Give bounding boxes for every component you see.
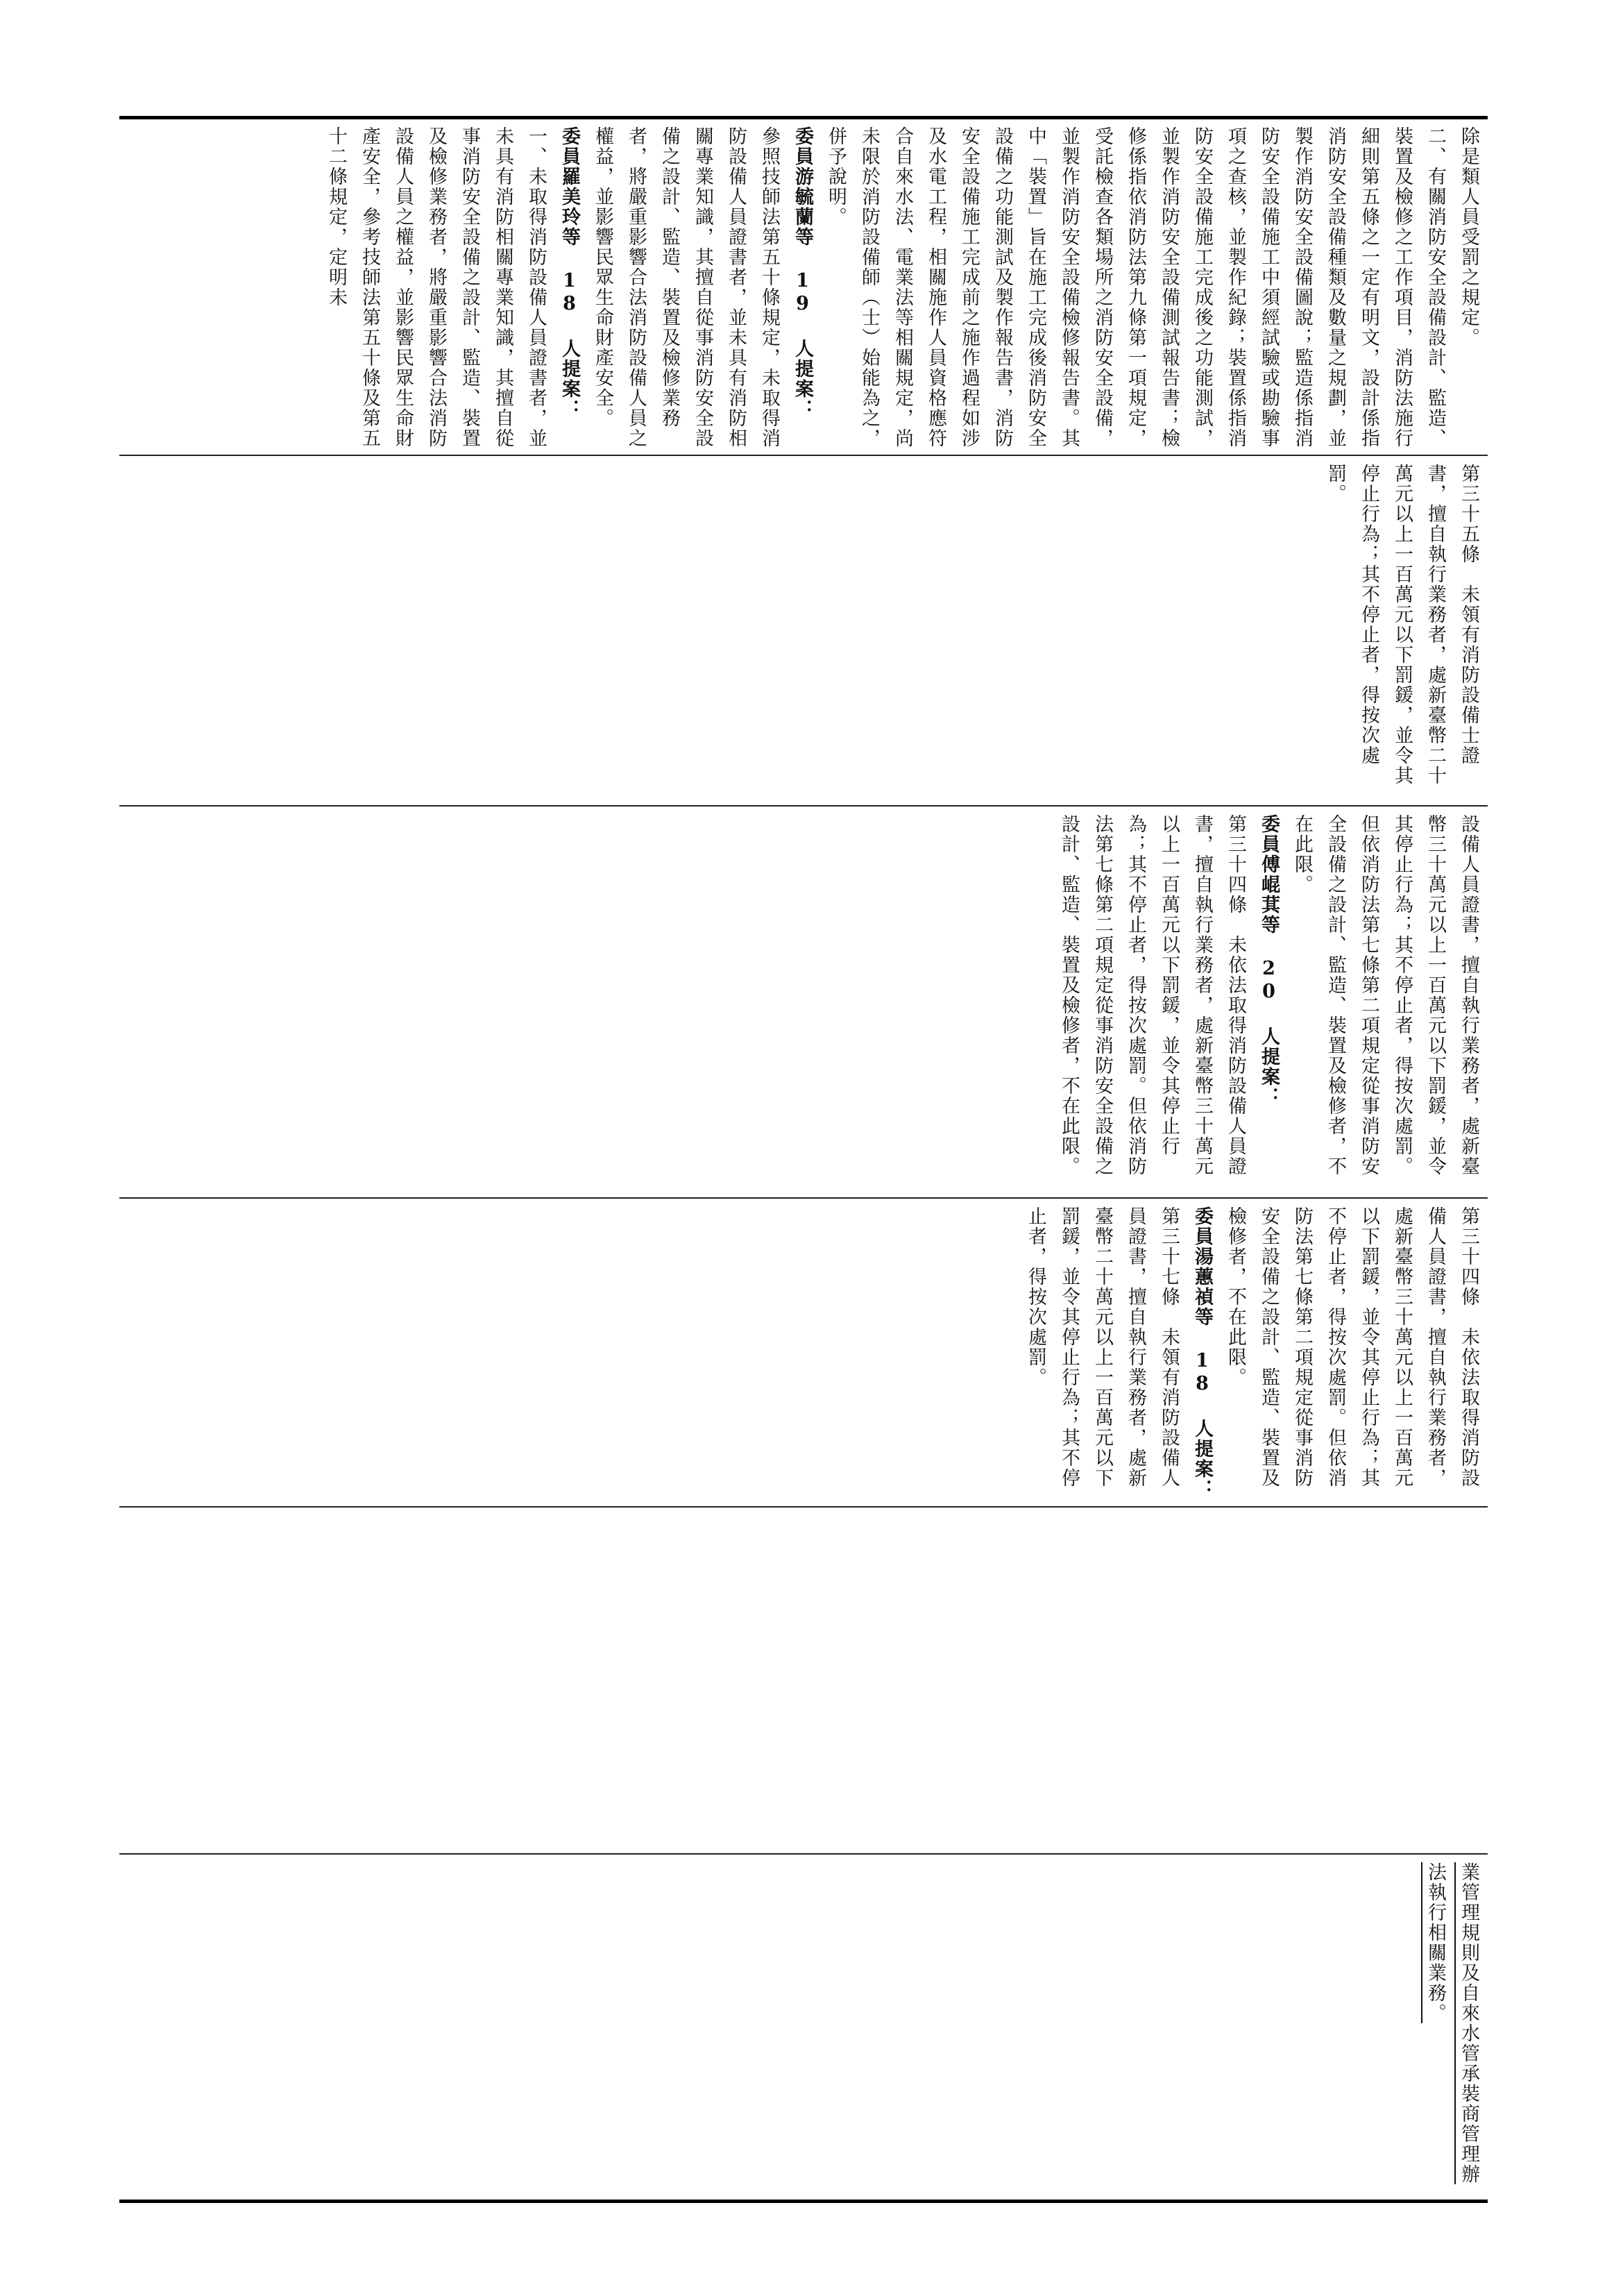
proposal-heading: 委員羅美玲等 18 人提案： [559,126,580,419]
proposal-heading: 委員湯蕙禎等 18 人提案： [1191,1206,1213,1499]
row-divider [119,455,1488,456]
proposal-heading: 委員傅崐萁等 20 人提案： [1258,814,1280,1107]
proposal-heading: 委員游毓蘭等 19 人提案： [792,126,813,419]
row-divider [119,805,1488,807]
paragraph: 一、未取得消防設備人員證書者，並未具有消防相關專業知識，其擅自從事消防安全設備之設計、監造、裝置及檢修業務者，將嚴重影響合法消防設備人員之權益，並影響民眾生命財產安全，參考技師法第五十條及第五十二條規定，定明未 [325,126,547,448]
row-text [1019,1199,1485,1505]
paragraph: 設備人員證書，擅自執行業務者，處新臺幣三十萬元以上一百萬元以下罰鍰，並令其停止行為；其不停止者，得按次處罰。但依消防法第七條第二項規定從事消防安全設備之設計、監造、裝置及檢修者，不在此限。 [1291,814,1479,1176]
paragraph: 第三十四條 未依法取得消防設備人員證書，擅自執行業務者，處新臺幣三十萬元以上一百萬元以下罰鍰，並令其停止行為；其不停止者，得按次處罰。但依消防法第七條第二項規定從事消防安全設備之設計、監造、裝置及檢修者，不在此限。 [1225,1206,1479,1488]
row-explanation [121,119,1485,453]
row-proposal-a [121,807,1485,1196]
row-empty [121,1508,1485,1852]
row-current-law [121,457,1485,804]
row-text [1318,457,1485,804]
row-proposal-b [121,1199,1485,1505]
underlined-paragraph: 業管理規則及自來水管承裝商管理辦法執行相關業務。 [1425,1862,1479,2184]
paragraph: 第三十七條 未領有消防設備人員證書，擅自執行業務者，處新臺幣二十萬元以上一百萬元以下罰鍰，並令其停止行為；其不停止者，得按次處罰。 [1025,1206,1180,1488]
row-text [1052,807,1485,1196]
paragraph: 第三十五條 未領有消防設備士證書，擅自執行業務者，處新臺幣二十萬元以上一百萬元以下罰鍰，並令其停止行為；其不停止者，得按次處罰。 [1325,464,1479,786]
paragraph: 除是類人員受罰之規定。 [1458,126,1479,348]
paragraph: 二、有關消防安全設備設計、監造、裝置及檢修之工作項目，消防法施行細則第五條之一定有明文，設計係指消防安全設備種類及數量之規劃，並製作消防安全設備圖說；監造係指消防安全設備施工中須經試驗或勘驗事項之查核，並製作紀錄；裝置係指消防安全設備施工完成後之功能測試，並製作消防安全設備測試報告書；檢修係指依消防法第九條第一項規定，受託檢查各類場所之消防安全設備，並製作消防安全設備檢修報告書。其中「裝置」旨在施工完成後消防安全設備之功能測試及製作報告書，消防安全設備施工完成前之施作過程如涉及水電工程，相關施作人員資格應符合自來水法、電業法等相關規定，尚未限於消防設備師（士）始能為之，併予說明。 [825,126,1446,448]
row-text [1418,1855,1485,2198]
paragraph: 第三十四條 未依法取得消防設備人員證書，擅自執行業務者，處新臺幣三十萬元以上一百萬元以下罰鍰，並令其停止行為；其不停止者，得按次處罰。但依消防法第七條第二項規定從事消防安全設備之設計、監造、裝置及檢修者，不在此限。 [1058,814,1246,1176]
row-divider [119,1853,1488,1855]
row-text [319,119,1485,453]
bottom-rule [119,2200,1488,2203]
row-divider [119,1197,1488,1199]
paragraph: 參照技師法第五十條規定，未取得消防設備人員證書者，並未具有消防相關專業知識，其擅自從事消防安全設備之設計、監造、裝置及檢修業務者，將嚴重影響合法消防設備人員之權益，並影響民眾生命財產安全。 [592,126,780,448]
row-divider [119,1506,1488,1508]
row-bill-title [121,1855,1485,2198]
